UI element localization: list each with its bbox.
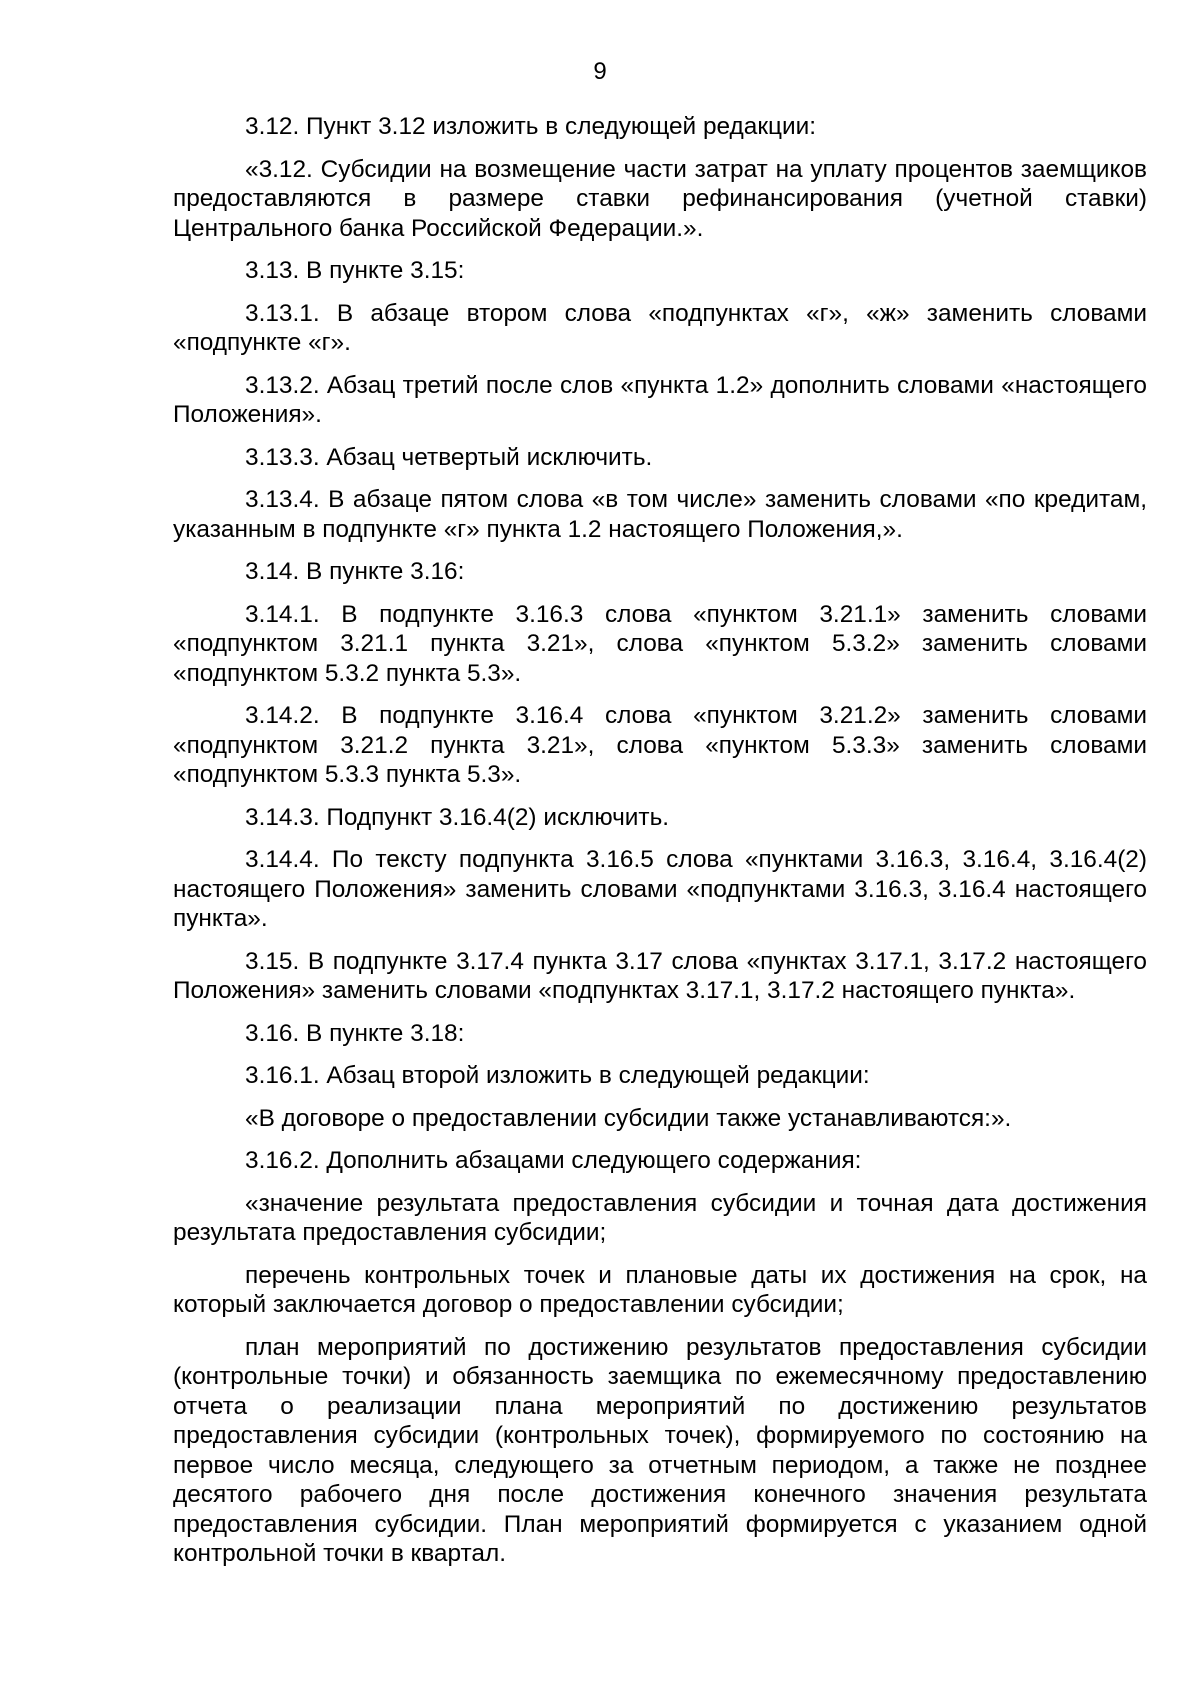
paragraph-added-2: перечень контрольных точек и плановые даты их достижения на срок, на который заключается договор о предоставлении субсидии;	[173, 1261, 1147, 1318]
paragraph-3-16-1-quote: «В договоре о предоставлении субсидии также устанавливаются:».	[245, 1104, 1012, 1132]
page-number: 9	[593, 58, 607, 85]
paragraph-3-13-3: 3.13.3. Абзац четвертый исключить.	[245, 443, 653, 471]
paragraph-3-13-4: 3.13.4. В абзаце пятом слова «в том числе» заменить словами «по кредитам, указанным в подпункте «г» пункта 1.2 настоящего Положения,».	[173, 486, 1147, 543]
paragraph-3-14-3: 3.14.3. Подпункт 3.16.4(2) исключить.	[245, 803, 670, 831]
paragraph-3-12-heading: 3.12. Пункт 3.12 изложить в следующей редакции:	[245, 113, 817, 140]
paragraph-added-3: план мероприятий по достижению результатов предоставления субсидии (контрольные точки) и обязанность заемщика по ежемесячному предоставлению отчета о реализации плана мероприятий по достижению результатов предоставления субсидии (контрольных точек), формируемого по состоянию на первое число месяца, следующего за отчетным периодом, а также не позднее десятого рабочего дня после достижения конечного значения результата предоставления субсидии. План мероприятий формируется с указанием одной контрольной точки в квартал.	[173, 1333, 1147, 1567]
paragraph-3-14-1: 3.14.1. В подпункте 3.16.3 слова «пунктом 3.21.1» заменить словами «подпунктом 3.21.1 пункта 3.21», слова «пунктом 5.3.2» заменить словами «подпунктом 5.3.2 пункта 5.3».	[173, 600, 1147, 687]
paragraph-3-16-heading: 3.16. В пункте 3.18:	[245, 1019, 465, 1047]
document-body	[173, 112, 1147, 1582]
paragraph-added-1: «значение результата предоставления субсидии и точная дата достижения результата предоставления субсидии;	[173, 1189, 1147, 1246]
paragraph-3-14-4: 3.14.4. По тексту подпункта 3.16.5 слова «пунктами 3.16.3, 3.16.4, 3.16.4(2) настоящего Положения» заменить словами «подпунктами 3.16.3, 3.16.4 настоящего пункта».	[173, 846, 1147, 932]
paragraph-3-14-heading: 3.14. В пункте 3.16:	[245, 558, 465, 585]
paragraph-3-15: 3.15. В подпункте 3.17.4 пункта 3.17 слова «пунктах 3.17.1, 3.17.2 настоящего Положения» заменить словами «подпунктах 3.17.1, 3.17.2 настоящего пункта».	[173, 947, 1147, 1004]
paragraph-3-16-1: 3.16.1. Абзац второй изложить в следующей редакции:	[245, 1062, 870, 1089]
paragraph-3-13-heading: 3.13. В пункте 3.15:	[245, 257, 465, 284]
paragraph-3-13-1: 3.13.1. В абзаце втором слова «подпунктах «г», «ж» заменить словами «подпункте «г».	[173, 299, 1147, 356]
paragraph-3-16-2: 3.16.2. Дополнить абзацами следующего содержания:	[245, 1147, 862, 1174]
paragraph-3-14-2: 3.14.2. В подпункте 3.16.4 слова «пунктом 3.21.2» заменить словами «подпунктом 3.21.2 пункта 3.21», слова «пунктом 5.3.3» заменить словами «подпунктом 5.3.3 пункта 5.3».	[173, 702, 1147, 788]
paragraph-3-12-text: «3.12. Субсидии на возмещение части затрат на уплату процентов заемщиков предоставляются в размере ставки рефинансирования (учетной ставки) Центрального банка Российской Федерации.».	[173, 155, 1147, 242]
paragraph-3-13-2: 3.13.2. Абзац третий после слов «пункта 1.2» дополнить словами «настоящего Положения».	[173, 371, 1147, 428]
